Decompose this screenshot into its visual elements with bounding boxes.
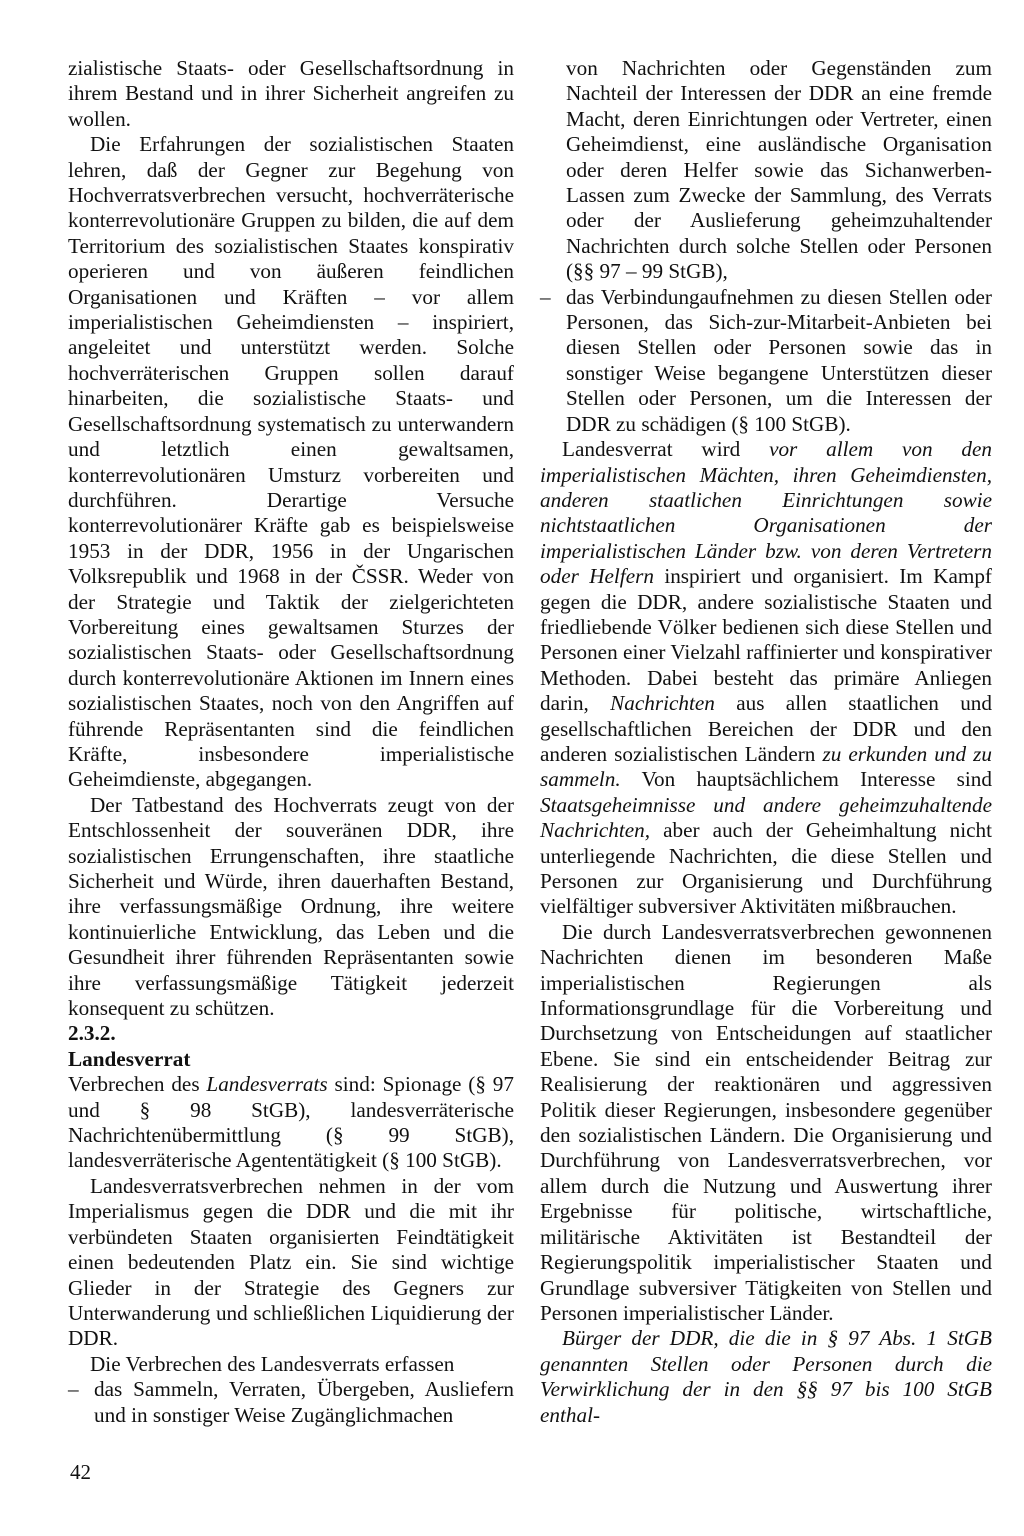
left-column <box>68 56 514 1428</box>
dash-bullet: – <box>540 284 551 309</box>
page-number: 42 <box>70 1460 91 1484</box>
emphasis-text: Nachrichten <box>610 691 715 716</box>
paragraph <box>540 437 992 920</box>
paragraph: Der Tatbestand des Hochverrats zeugt von der Entschlossenheit der souveränen DDR, ihre sozialistischen Errungenschaften, ihre staatliche Sicherheit und Würde, ihren dauerhaften Bestand, ihre verfassungsmäßige Ordnung, ihre weitere kontinuierliche Entwicklung, das Leben und die Gesundheit ihrer führenden Repräsentanten sowie ihre verfassungsmäßige Tätigkeit jederzeit konsequent zu schützen. <box>68 792 514 1021</box>
emphasis-text: vor allem von den imperialistischen Mächten, ihren Geheimdiensten, anderen staatlichen Einrichtungen sowie nichtstaatlichen Organisationen der imperialistischen Länder bzw. von deren Vertretern oder Helfern <box>540 437 993 589</box>
list-item-text: das Sammeln, Verraten, Übergeben, Ausliefern und in sonstiger Weise Zugänglichmachen <box>94 1377 514 1427</box>
text-run: Landesverrat wird <box>562 437 770 462</box>
emphasis-text: Bürger der DDR, die die in § 97 Abs. 1 StGB genannten Stellen oder Personen durch die Verwirklichung der in den §§ 97 bis 100 StGB enthal- <box>540 1326 992 1427</box>
list-item-continuation: von Nachrichten oder Gegenständen zum Nachteil der Interessen der DDR an eine fremde Macht, deren Einrichtungen oder Vertreter, einen Geheimdienst, eine ausländische Organisation oder deren Helfer sowie das Sichanwerben-Lassen zum Zwecke der Sammlung, des Verrats oder der Auslieferung geheimzuhaltender Nachrichten durch solche Stellen oder Personen (§§ 97 – 99 StGB), <box>566 56 992 284</box>
list-item <box>540 285 992 437</box>
text-run: Von hauptsächlichem Interesse sind <box>620 767 992 792</box>
paragraph <box>68 1072 514 1174</box>
paragraph: Die Verbrechen des Landesverrats erfassen <box>90 1351 455 1376</box>
right-column <box>540 56 992 1428</box>
text-run: inspiriert und organisiert. Im Kampf gegen die DDR, andere sozialistische Staaten und friedliebende Völker bedienen sich diese Stellen und Personen einer Vielzahl raffinierter und konspirativer Methoden. Dabei besteht das primäre Anliegen darin, <box>540 564 992 716</box>
section-number: 2.3.2. <box>68 1021 116 1046</box>
emphasis-text: Landesverrats <box>206 1072 328 1097</box>
text-run: sind: Spionage (§ 97 und § 98 StGB), landesverräterische Nachrichtenübermittlung (§ 99 StGB), landesverräterische Agententätigkeit (§ 100 StGB). <box>68 1072 514 1173</box>
paragraph: Die durch Landesverratsverbrechen gewonnenen Nachrichten dienen im besonderen Maße imperialistischen Regierungen als Informationsgrundlage für die Vorbereitung und Durchsetzung von Entscheidungen auf staatlicher Ebene. Sie sind ein entscheidender Beitrag zur Realisierung der reaktionären und aggressiven Politik dieser Regierungen, insbesondere gegenüber den sozialistischen Ländern. Die Organisierung und Durchführung von Landesverratsverbrechen, vor allem durch die Nutzung und Auswertung ihrer Ergebnisse für politische, wirtschaftliche, militärische Aktivitäten ist Bestandteil der Regierungspolitik imperialistischer Staaten und Grundlage subversiver Tätigkeiten von Stellen und Personen imperialistischer Länder. <box>540 919 992 1325</box>
list-item-text: das Verbindungaufnehmen zu diesen Stellen oder Personen, das Sich-zur-Mitarbeit-Anbieten bei diesen Stellen oder Personen sowie das in sonstiger Weise begangene Unterstützen dieser Stellen oder Personen, um die Interessen der DDR zu schädigen (§ 100 StGB). <box>566 284 992 436</box>
paragraph <box>540 1326 992 1428</box>
paragraph: Landesverratsverbrechen nehmen in der vom Imperialismus gegen die DDR und die mit ihr verbündeten Staaten organisierten Feindtätigkeit einen bedeutenden Platz ein. Sie sind wichtige Glieder in der Strategie des Gegners zur Unterwanderung und schließlichen Liquidierung der DDR. <box>68 1173 514 1351</box>
emphasis-text: Staatsgeheimnisse und andere geheimzuhaltende Nachrichten, <box>540 792 992 843</box>
list-item <box>68 1377 514 1428</box>
dash-bullet: – <box>68 1377 79 1402</box>
text-run: aus allen staatlichen und gesellschaftlichen Bereichen der DDR und den anderen sozialistischen Ländern <box>540 691 992 766</box>
paragraph: Die Erfahrungen der sozialistischen Staaten lehren, daß der Gegner zur Begehung von Hochverratsverbrechen versucht, hochverräterische konterrevolutionäre Gruppen zu bilden, die auf dem Territorium des sozialistischen Staates konspirativ operieren und von äußeren feindlichen Organisationen und Kräften – vor allem imperialistischen Geheimdiensten – inspiriert, angeleitet und unterstützt werden. Solche hochverräterischen Gruppen sollen darauf hinarbeiten, die sozialistische Staats- und Gesellschaftsordnung systematisch zu unterwandern und letztlich einen gewaltsamen, konterrevolutionären Umsturz vorbereiten und durchführen. Derartige Versuche konterrevolutionärer Kräfte gab es beispielsweise 1953 in der DDR, 1956 in der Ungarischen Volksrepublik und 1968 in der ČSSR. Weder von der Strategie und Taktik der zielgerichteten Vorbereitung eines gewaltsamen Sturzes der sozialistischen Staats- oder Gesellschaftsordnung durch konterrevolutionäre Aktionen im Innern eines sozialistischen Staates, noch von den Angriffen auf führende Repräsentanten sind die feindlichen Kräfte, insbesondere imperialistische Geheimdienste, abgegangen. <box>68 132 514 792</box>
section-title: Landesverrat <box>68 1046 191 1071</box>
text-run: Verbrechen des <box>68 1072 207 1097</box>
text-run: aber auch der Geheimhaltung nicht unterliegende Nachrichten, die diese Stellen und Personen zur Organisierung und Durchführung vielfältiger subversiver Aktivitäten mißbrauchen. <box>540 818 992 919</box>
emphasis-text: zu erkunden und zu sammeln. <box>540 741 992 792</box>
paragraph: zialistische Staats- oder Gesellschaftsordnung in ihrem Bestand und in ihrer Sicherheit angreifen zu wollen. <box>68 56 514 131</box>
